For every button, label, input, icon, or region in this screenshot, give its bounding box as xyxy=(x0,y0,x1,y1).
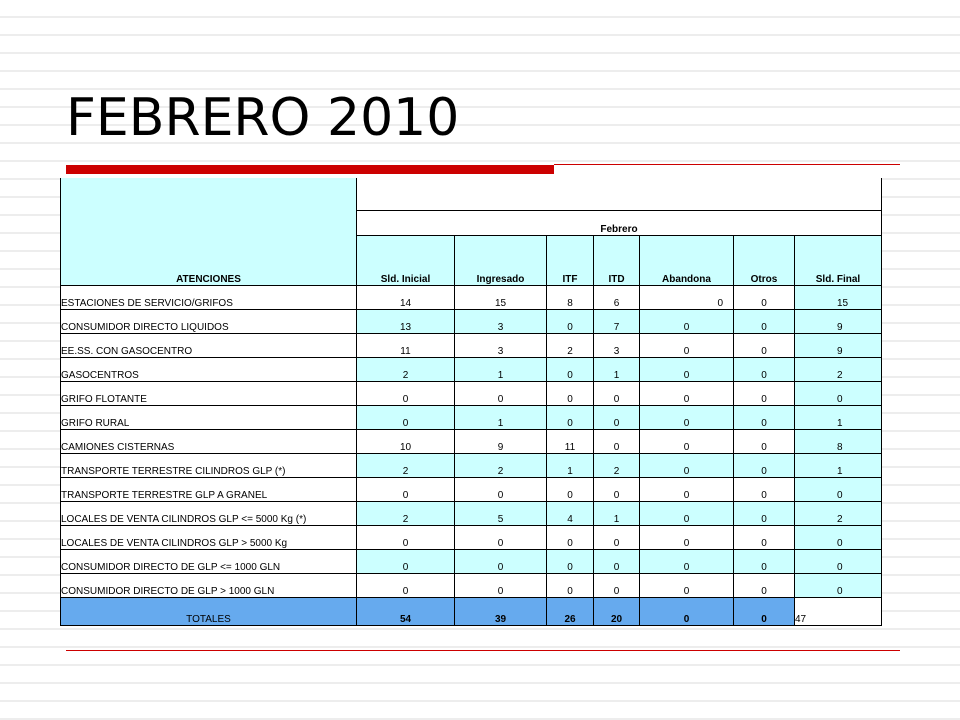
col-header-sld-final: Sld. Final xyxy=(795,235,882,285)
row-label: EE.SS. CON GASOCENTRO xyxy=(61,333,357,357)
cell-itf: 8 xyxy=(547,285,594,309)
header-blank xyxy=(357,178,882,210)
row-label: CONSUMIDOR DIRECTO DE GLP <= 1000 GLN xyxy=(61,549,357,573)
cell-abandona: 0 xyxy=(640,525,734,549)
cell-sld-inicial: 2 xyxy=(357,501,455,525)
table-row xyxy=(61,525,882,549)
cell-abandona: 0 xyxy=(640,357,734,381)
footer-rule xyxy=(66,650,900,651)
cell-ingresado: 3 xyxy=(455,333,547,357)
cell-abandona: 0 xyxy=(640,333,734,357)
cell-ingresado: 0 xyxy=(455,381,547,405)
row-label: CONSUMIDOR DIRECTO DE GLP > 1000 GLN xyxy=(61,573,357,597)
table-row xyxy=(61,405,882,429)
cell-sld-inicial: 0 xyxy=(357,381,455,405)
cell-otros: 0 xyxy=(734,549,795,573)
cell-sld-inicial: 0 xyxy=(357,477,455,501)
cell-itf: 4 xyxy=(547,501,594,525)
table-row xyxy=(61,309,882,333)
total-sld-inicial: 54 xyxy=(357,597,455,625)
cell-sld-inicial: 10 xyxy=(357,429,455,453)
cell-sld-final: 2 xyxy=(795,357,882,381)
cell-abandona: 0 xyxy=(640,405,734,429)
row-label: TRANSPORTE TERRESTRE GLP A GRANEL xyxy=(61,477,357,501)
cell-sld-final: 0 xyxy=(795,477,882,501)
table-row xyxy=(61,285,882,309)
cell-itd: 0 xyxy=(594,405,640,429)
col-header-otros: Otros xyxy=(734,235,795,285)
page-title: FEBRERO 2010 xyxy=(66,88,460,148)
cell-itf: 0 xyxy=(547,549,594,573)
cell-sld-final: 8 xyxy=(795,429,882,453)
table-row xyxy=(61,453,882,477)
title-underline-thin xyxy=(554,164,900,165)
cell-sld-inicial: 2 xyxy=(357,453,455,477)
cell-ingresado: 15 xyxy=(455,285,547,309)
cell-sld-final: 0 xyxy=(795,525,882,549)
atenciones-table xyxy=(60,178,882,626)
row-label: GRIFO RURAL xyxy=(61,405,357,429)
table-row xyxy=(61,501,882,525)
title-underline-thick xyxy=(66,165,554,174)
cell-otros: 0 xyxy=(734,357,795,381)
total-ingresado: 39 xyxy=(455,597,547,625)
cell-sld-inicial: 0 xyxy=(357,573,455,597)
cell-itf: 0 xyxy=(547,357,594,381)
cell-itd: 1 xyxy=(594,501,640,525)
cell-otros: 0 xyxy=(734,453,795,477)
cell-otros: 0 xyxy=(734,333,795,357)
table-row xyxy=(61,549,882,573)
table-row xyxy=(61,333,882,357)
table-row xyxy=(61,381,882,405)
total-itf: 26 xyxy=(547,597,594,625)
cell-sld-final: 0 xyxy=(795,381,882,405)
row-label: CAMIONES CISTERNAS xyxy=(61,429,357,453)
cell-itd: 6 xyxy=(594,285,640,309)
cell-itd: 0 xyxy=(594,573,640,597)
cell-ingresado: 0 xyxy=(455,549,547,573)
row-label: GASOCENTROS xyxy=(61,357,357,381)
cell-itd: 2 xyxy=(594,453,640,477)
cell-sld-final: 9 xyxy=(795,333,882,357)
cell-ingresado: 0 xyxy=(455,525,547,549)
table-row xyxy=(61,573,882,597)
cell-sld-final: 0 xyxy=(795,549,882,573)
cell-abandona: 0 xyxy=(640,429,734,453)
col-header-itf: ITF xyxy=(547,235,594,285)
cell-sld-inicial: 11 xyxy=(357,333,455,357)
cell-otros: 0 xyxy=(734,309,795,333)
cell-itf: 0 xyxy=(547,525,594,549)
atenciones-header: ATENCIONES xyxy=(61,178,357,285)
cell-sld-inicial: 0 xyxy=(357,549,455,573)
cell-itd: 0 xyxy=(594,381,640,405)
total-sld-final: 47 xyxy=(795,597,882,625)
cell-sld-inicial: 13 xyxy=(357,309,455,333)
cell-ingresado: 0 xyxy=(455,573,547,597)
table-row xyxy=(61,429,882,453)
cell-itf: 2 xyxy=(547,333,594,357)
col-header-ingresado: Ingresado xyxy=(455,235,547,285)
cell-abandona: 0 xyxy=(640,309,734,333)
cell-itd: 1 xyxy=(594,357,640,381)
cell-abandona: 0 xyxy=(640,573,734,597)
cell-sld-inicial: 2 xyxy=(357,357,455,381)
cell-itd: 0 xyxy=(594,477,640,501)
cell-abandona: 0 xyxy=(640,549,734,573)
cell-itf: 0 xyxy=(547,309,594,333)
cell-sld-final: 9 xyxy=(795,309,882,333)
cell-itf: 0 xyxy=(547,405,594,429)
cell-itd: 0 xyxy=(594,525,640,549)
cell-sld-final: 0 xyxy=(795,573,882,597)
cell-ingresado: 1 xyxy=(455,357,547,381)
cell-ingresado: 0 xyxy=(455,477,547,501)
cell-otros: 0 xyxy=(734,381,795,405)
row-label: LOCALES DE VENTA CILINDROS GLP > 5000 Kg xyxy=(61,525,357,549)
cell-abandona: 0 xyxy=(640,285,734,309)
table-header-row-top xyxy=(61,178,882,210)
cell-itf: 0 xyxy=(547,477,594,501)
cell-sld-inicial: 0 xyxy=(357,405,455,429)
cell-otros: 0 xyxy=(734,429,795,453)
cell-ingresado: 2 xyxy=(455,453,547,477)
cell-itf: 11 xyxy=(547,429,594,453)
febrero-header: Febrero xyxy=(357,210,882,235)
table-body xyxy=(61,178,882,625)
table-row xyxy=(61,477,882,501)
cell-otros: 0 xyxy=(734,405,795,429)
cell-sld-inicial: 0 xyxy=(357,525,455,549)
col-header-itd: ITD xyxy=(594,235,640,285)
cell-ingresado: 1 xyxy=(455,405,547,429)
cell-otros: 0 xyxy=(734,477,795,501)
cell-ingresado: 5 xyxy=(455,501,547,525)
cell-abandona: 0 xyxy=(640,453,734,477)
cell-abandona: 0 xyxy=(640,477,734,501)
totals-label: TOTALES xyxy=(61,597,357,625)
cell-sld-final: 2 xyxy=(795,501,882,525)
total-itd: 20 xyxy=(594,597,640,625)
cell-otros: 0 xyxy=(734,285,795,309)
cell-otros: 0 xyxy=(734,501,795,525)
totals-row xyxy=(61,597,882,625)
cell-itd: 3 xyxy=(594,333,640,357)
row-label: CONSUMIDOR DIRECTO LIQUIDOS xyxy=(61,309,357,333)
cell-abandona: 0 xyxy=(640,381,734,405)
cell-itf: 1 xyxy=(547,453,594,477)
col-header-abandona: Abandona xyxy=(640,235,734,285)
col-header-sld-inicial: Sld. Inicial xyxy=(357,235,455,285)
cell-sld-final: 15 xyxy=(795,285,882,309)
cell-ingresado: 9 xyxy=(455,429,547,453)
row-label: ESTACIONES DE SERVICIO/GRIFOS xyxy=(61,285,357,309)
cell-itf: 0 xyxy=(547,381,594,405)
cell-ingresado: 3 xyxy=(455,309,547,333)
cell-sld-final: 1 xyxy=(795,405,882,429)
cell-itf: 0 xyxy=(547,573,594,597)
cell-sld-final: 1 xyxy=(795,453,882,477)
row-label: GRIFO FLOTANTE xyxy=(61,381,357,405)
cell-otros: 0 xyxy=(734,573,795,597)
table-row xyxy=(61,357,882,381)
cell-itd: 0 xyxy=(594,429,640,453)
total-abandona: 0 xyxy=(640,597,734,625)
cell-itd: 7 xyxy=(594,309,640,333)
total-otros: 0 xyxy=(734,597,795,625)
cell-otros: 0 xyxy=(734,525,795,549)
cell-abandona: 0 xyxy=(640,501,734,525)
cell-sld-inicial: 14 xyxy=(357,285,455,309)
row-label: TRANSPORTE TERRESTRE CILINDROS GLP (*) xyxy=(61,453,357,477)
row-label: LOCALES DE VENTA CILINDROS GLP <= 5000 Kg (*) xyxy=(61,501,357,525)
cell-itd: 0 xyxy=(594,549,640,573)
